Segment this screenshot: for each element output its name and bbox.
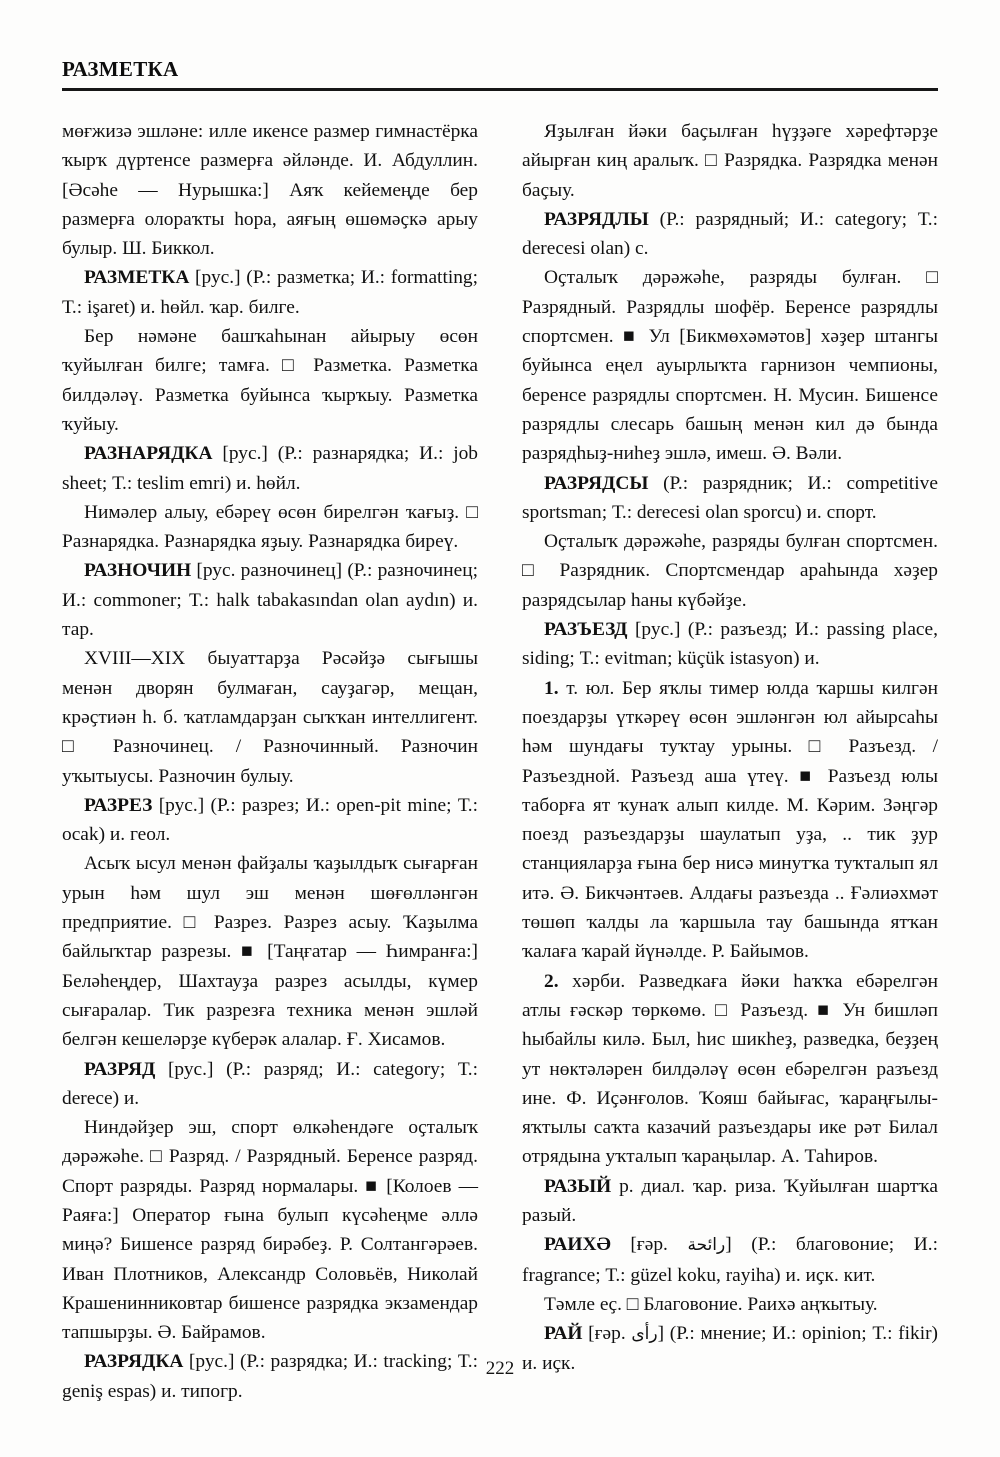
entry-rai: РАЙ [ғәр. رأى] (Р.: мнение; И.: opinion; Т.: fikir) и. иҫк. <box>522 1323 938 1375</box>
page-header <box>62 58 938 91</box>
definition-raikha: Тәмле еҫ. □ Благовоние. Раихә аңҡытыу. <box>544 1293 878 1315</box>
two-column-body <box>62 117 938 1406</box>
definition-razmetka: Бер нәмәне башҡаһынан айырыу өсөн ҡуйылған билге; тамға. □ Разметка. Разметка билдәләү. Разметка буйынса ҡырҡыу. Разметка ҡуйыу. <box>62 326 478 435</box>
entry-razyy: РАЗЫЙ р. диал. ҡар. риза. Ҡуйылған шартҡа разый. <box>522 1175 938 1226</box>
definition-raznochin: XVIII—XIX быуаттарҙа Рәсәйҙә сығышы менән дворян булмаған, сауҙагәр, мещан, крәҫтиән һ. б. ҡатламдарҙан сыҡҡан интеллигент. □ Разночинец. / Разночинный. Разночин уҡытыусы. Разночин булыу. <box>62 648 478 787</box>
definition-razryadly: Оҫталыҡ дәрәжәһе, разряды булған. □ Разрядный. Разрядлы шофёр. Беренсе разрядлы спортсмен. ■ Ул [Бикмөхәмәтов] хәҙер штангы буйынса еңел ауырлыҡта гарнизон чемпионы, беренсе разрядлы спортсмен. Н. Мусин. Бишенсе разрядлы слесарь башың менән кил дә бында разрядһыҙ-ниһеҙ эшлә, имеш. Ә. Вәли. <box>522 267 938 465</box>
paragraph-continuation: мөғжизә эшләне: илле икенсе размер гимнастёрка ҡырҡ дүртенсе размерға әйләнде. И. Абдуллин. [Әсәһе — Нурышка:] Аяҡ кейемеңде бер размерға олораҡты һора, аяғың өшөмәҫкә арыу булыр. Ш. Биккол. <box>62 121 478 260</box>
definition-razryadsy: Оҫталыҡ дәрәжәһе, разряды булған спортсмен. □ Разрядник. Спортсмендар араһында хәҙер разрядсылар һаны күбәйҙе. <box>522 531 938 611</box>
entry-razryadka: РАЗРЯДКА [рус.] (Р.: разрядка; И.: tracking; Т.: geniş espas) и. типогр. <box>62 1351 478 1402</box>
definition-razrez: Асыҡ ысул менән файҙалы ҡаҙылдыҡ сығарған урын һәм шул эш менән шөғөлләнгән предприятие. □ Разрез. Разрез асыу. Ҡаҙылма байлыҡтар разрезы. ■ [Таңғатар — Һимранға:] Беләһеңдер, Шахтауҙа разрез асылды, күмер сығаралар. Тик разрезға техника менән эшләй белгән кешеләрҙе күберәк алалар. Ғ. Хисамов. <box>62 853 478 1051</box>
page-number: 222 <box>485 1358 515 1379</box>
header-divider <box>62 88 938 91</box>
definition-razryadka: Яҙылған йәки баҫылған һүҙҙәге хәрефтәрҙе айырған киң аралыҡ. □ Разрядка. Разрядка менән баҫыу. <box>522 121 938 201</box>
right-column <box>522 117 938 1406</box>
left-column <box>62 117 478 1406</box>
entry-razmetka: РАЗМЕТКА [рус.] (Р.: разметка; И.: formatting; Т.: işaret) и. һөйл. ҡар. билге. <box>62 267 478 318</box>
sense-2-razyezd: 2. хәрби. Разведкаға йәки һаҡҡа ебәрелгән атлы ғәскәр төркөмө. □ Разъезд. ■ Ун бишләп һыбайлы килә. Был, һис шикһеҙ, разведка, беҙҙең ут нөктәләрен билдәләү өсөн ебәрелгән разъезд ине. Ф. Иҫәнғолов. Ҡояш байығас, ҡараңғылы-яҡтылы саҡта казачий разъездары ике рәт Билал отрядына уҡталып ҡараңылар. А. Таһиров. <box>522 970 938 1168</box>
definition-razryad: Ниндәйҙер эш, спорт өлкәһендәге оҫталыҡ дәрәжәһе. □ Разряд. / Разрядный. Беренсе разряд. Спорт разряды. Разряд нормалары. ■ [Колоев — Раяға:] Оператор ғына булып күсәһеңме әллә миңә? Бишенсе разряд бирәбеҙ. Р. Солтангәрәев. Иван Плотников, Александр Соловьёв, Николай Крашенинниковтар бишенсе разрядка экзамендар тапшырҙы. Ә. Байрамов. <box>62 1117 478 1344</box>
entry-razrez: РАЗРЕЗ [рус.] (Р.: разрез; И.: open-pit mine; Т.: ocak) и. геол. <box>62 794 478 846</box>
entry-razyezd: РАЗЪЕЗД [рус.] (Р.: разъезд; И.: passing place, siding; Т.: evitman; küçük istasyon) и. <box>522 619 938 670</box>
sense-1-razyezd: 1. т. юл. Бер яҡлы тимер юлда ҡаршы килгән поездарҙы үткәреү өсөн эшләнгән юл айырсаһы һәм шундағы туҡтау урыны. □ Разъезд. / Разъездной. Разъезд аша үтеү. ■ Разъезд юлы таборға ят ҡунаҡ алып килде. М. Кәрим. Зәңгәр поезд разъездарҙы шаулатып уҙа, .. тик ҙур станцияларҙа ғына бер нисә минутҡа туҡталып ял итә. Ә. Бикчәнтәев. Алдағы разъезда .. Ғәлиәхмәт төшөп ҡалды ла ҡаршыла тау башында ятҡан ҡалаға ҡарай йүнәлде. Р. Байымов. <box>522 677 938 963</box>
entry-razryad: РАЗРЯД [рус.] (Р.: разряд; И.: category; Т.: derece) и. <box>62 1058 478 1109</box>
entry-raikha: РАИХӘ [ғәр. رائحة] (Р.: благовоние; И.: fragrance; Т.: güzel koku, rayiha) и. иҫк. кит. <box>522 1234 938 1286</box>
definition-raznaryadka: Нимәлер алыу, ебәреү өсөн бирелгән ҡағыҙ. □ Разнарядка. Разнарядка яҙыу. Разнарядка биреү. <box>62 501 478 553</box>
entry-raznochin: РАЗНОЧИН [рус. разночинец] (Р.: разночинец; И.: commoner; Т.: halk tabakasından olan aydın) и. тар. <box>62 560 478 641</box>
entry-raznaryadka: РАЗНАРЯДКА [рус.] (Р.: разнарядка; И.: job sheet; Т.: teslim emri) и. һөйл. <box>62 443 478 494</box>
running-head: РАЗМЕТКА <box>62 57 179 81</box>
entry-razryadly: РАЗРЯДЛЫ (Р.: разрядный; И.: category; Т.: derecesi olan) с. <box>522 208 938 260</box>
entry-razryadsy: РАЗРЯДСЫ (Р.: разрядник; И.: competitive sportsman; Т.: derecesi olan sporcu) и. спорт. <box>522 472 938 523</box>
